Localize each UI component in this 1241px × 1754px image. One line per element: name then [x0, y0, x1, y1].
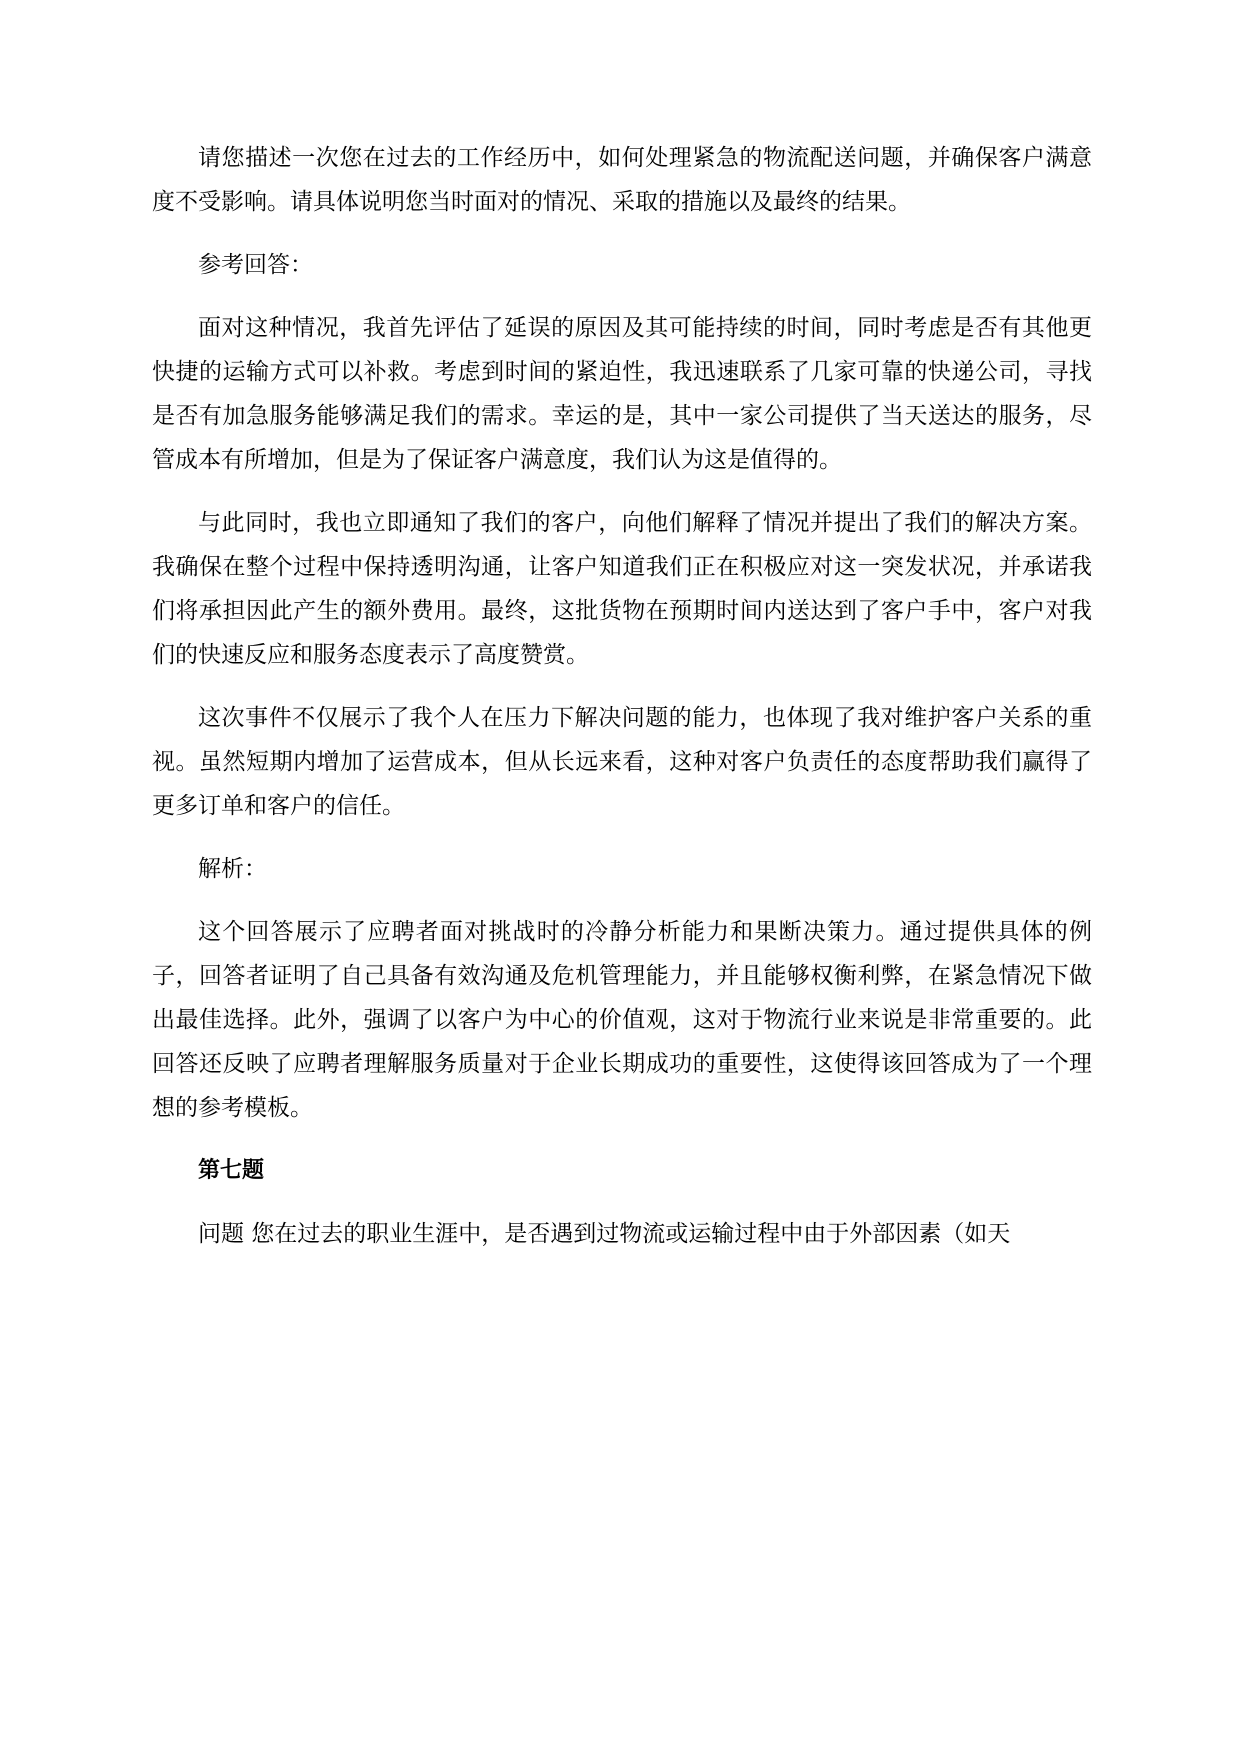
next-question-paragraph: 问题 您在过去的职业生涯中，是否遇到过物流或运输过程中由于外部因素（如天 — [198, 1221, 1011, 1247]
question-paragraph: 请您描述一次您在过去的工作经历中，如何处理紧急的物流配送问题，并确保客户满意度不受影响。请具体说明您当时面对的情况、采取的措施以及最终的结果。 — [152, 145, 1092, 215]
section-heading: 第七题 — [198, 1158, 265, 1183]
answer-paragraph-2: 与此同时，我也立即通知了我们的客户，向他们解释了情况并提出了我们的解决方案。我确保在整个过程中保持透明沟通，让客户知道我们正在积极应对这一突发状况，并承诺我们将承担因此产生的额外费用。最终，这批货物在预期时间内送达到了客户手中，客户对我们的快速反应和服务态度表示了高度赞赏。 — [152, 510, 1092, 668]
document-body — [152, 136, 1092, 1275]
reference-answer-label: 参考回答： — [198, 252, 313, 278]
answer-paragraph-1: 面对这种情况，我首先评估了延误的原因及其可能持续的时间，同时考虑是否有其他更快捷的运输方式可以补救。考虑到时间的紧迫性，我迅速联系了几家可靠的快递公司，寻找是否有加急服务能够满足我们的需求。幸运的是，其中一家公司提供了当天送达的服务，尽管成本有所增加，但是为了保证客户满意度，我们认为这是值得的。 — [152, 315, 1092, 473]
answer-paragraph-3: 这次事件不仅展示了我个人在压力下解决问题的能力，也体现了我对维护客户关系的重视。虽然短期内增加了运营成本，但从长远来看，这种对客户负责任的态度帮助我们赢得了更多订单和客户的信任。 — [152, 705, 1092, 819]
analysis-paragraph: 这个回答展示了应聘者面对挑战时的冷静分析能力和果断决策力。通过提供具体的例子，回答者证明了自己具备有效沟通及危机管理能力，并且能够权衡利弊，在紧急情况下做出最佳选择。此外，强调了以客户为中心的价值观，这对于物流行业来说是非常重要的。此回答还反映了应聘者理解服务质量对于企业长期成功的重要性，这使得该回答成为了一个理想的参考模板。 — [152, 919, 1092, 1121]
analysis-label: 解析： — [198, 856, 267, 882]
